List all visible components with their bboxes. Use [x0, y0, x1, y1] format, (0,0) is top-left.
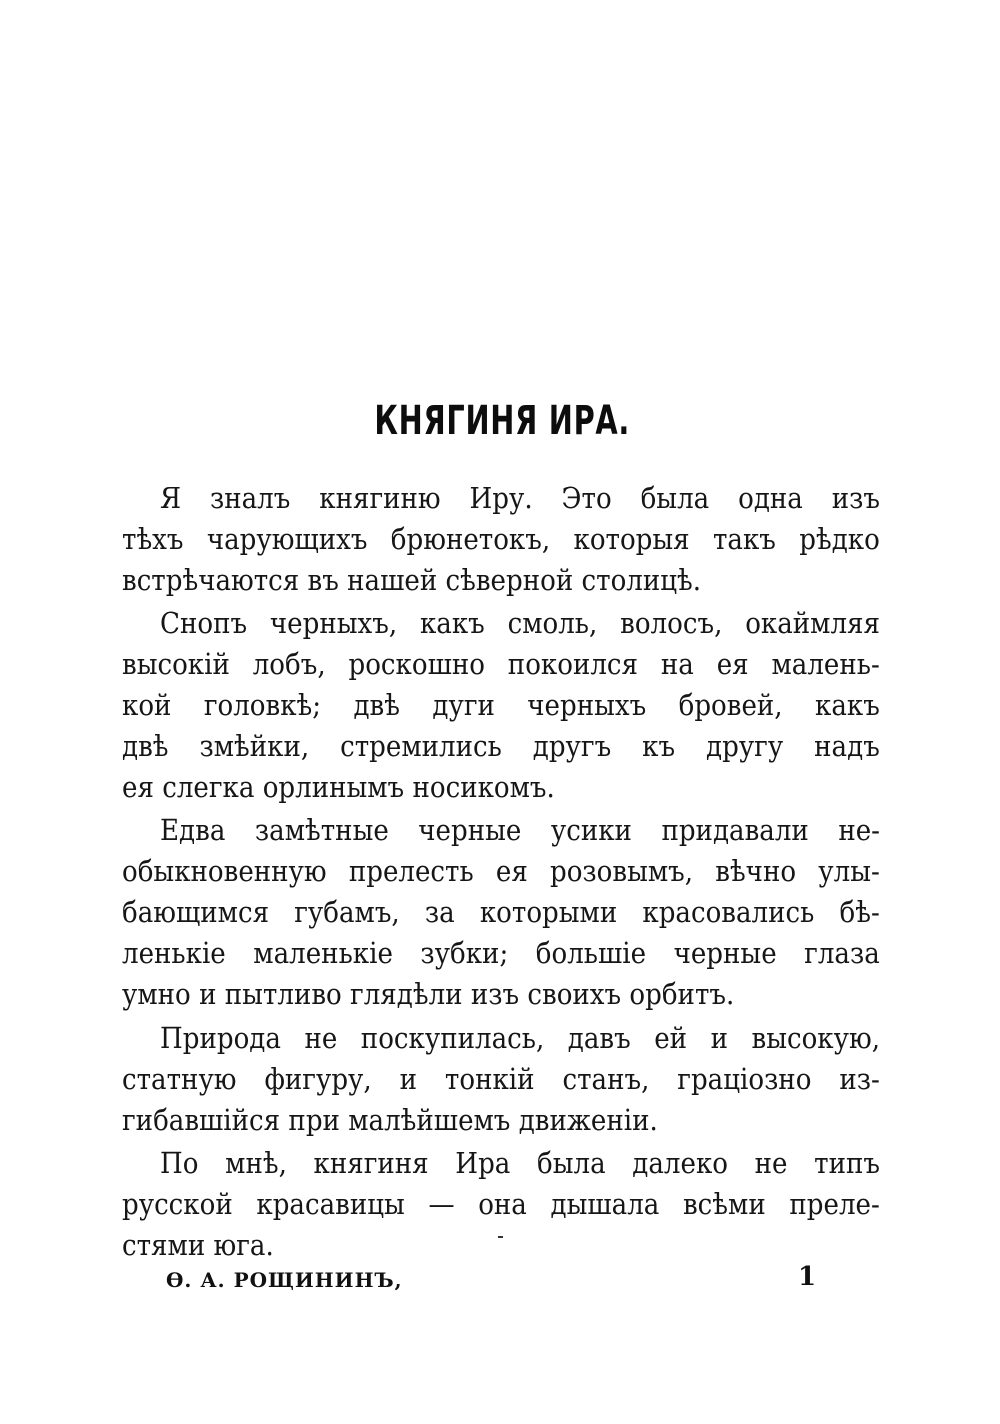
page-number: 1 — [798, 1262, 817, 1292]
text-line: По мнѣ, княгиня Ира была далеко не типъ — [160, 1146, 880, 1180]
text-line: тѣхъ чарующихъ брюнетокъ, которыя такъ рѣдко — [122, 522, 880, 556]
text-line: стями юга. — [122, 1228, 274, 1262]
text-line: статную фигуру, и тонкій станъ, граціозно из- — [122, 1062, 880, 1096]
text-line: Природа не поскупилась, давъ ей и высокую, — [160, 1021, 880, 1055]
text-line: бающимся губамъ, за которыми красовались бѣ- — [122, 895, 880, 929]
text-line: русской красавицы — она дышала всѣми преле- — [122, 1187, 880, 1221]
text-line: встрѣчаются въ нашей сѣверной столицѣ. — [122, 563, 702, 597]
text-line: высокій лобъ, роскошно покоился на ея малень- — [122, 647, 880, 681]
text-line: Едва замѣтные черные усики придавали не- — [160, 813, 880, 847]
print-speck — [498, 1236, 503, 1238]
text-line: ея слегка орлинымъ носикомъ. — [122, 770, 555, 804]
chapter-title: КНЯГИНЯ ИРА. — [374, 398, 631, 444]
text-line: Снопъ черныхъ, какъ смоль, волосъ, окаймляя — [160, 606, 880, 640]
text-line: умно и пытливо глядѣли изъ своихъ орбитъ. — [122, 977, 735, 1011]
text-line: гибавшійся при малѣйшемъ движеніи. — [122, 1103, 658, 1137]
text-line: Я зналъ княгиню Иру. Это была одна изъ — [160, 481, 880, 515]
text-line: двѣ змѣйки, стремились другъ къ другу надъ — [122, 729, 880, 763]
signature-mark: Ѳ. А. РОЩИНИНЪ, — [166, 1268, 403, 1292]
text-line: ленькіе маленькіе зубки; большіе черные глаза — [122, 936, 880, 970]
text-line: обыкновенную прелесть ея розовымъ, вѣчно улы- — [122, 854, 880, 888]
text-line: кой головкѣ; двѣ дуги черныхъ бровей, какъ — [122, 688, 880, 722]
